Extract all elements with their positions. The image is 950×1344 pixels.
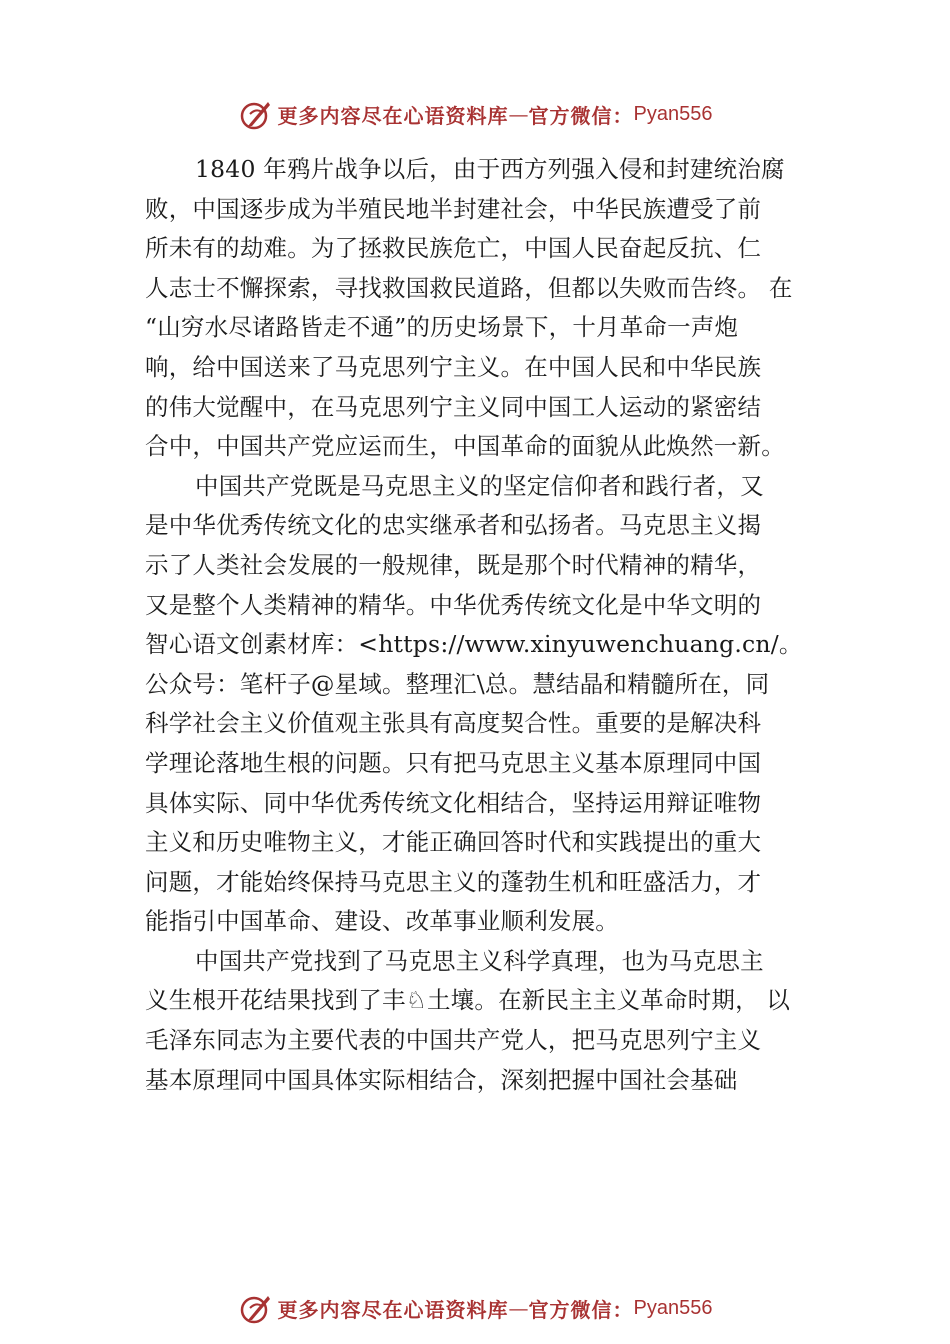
text-line: “山穷水尽诸路皆走不通”的历史场景下，十月革命一声炮	[145, 313, 739, 342]
text-line: 所未有的劫难。为了拯救民族危亡，中国人民奋起反抗、仁	[145, 234, 762, 263]
header-brand-text: 更多内容尽在心语资料库	[277, 103, 509, 128]
footer-banner	[0, 1288, 950, 1328]
footer-separator: —	[508, 1296, 529, 1320]
header-wechat-id: Pyan556	[633, 102, 713, 125]
text-line: 人志士不懈探索，寻找救国救民道路，但都以失败而告终。 在	[145, 273, 793, 302]
text-line: 义生根开花结果找到了丰♘土壤。在新民主主义革命时期， 以	[145, 986, 791, 1015]
quill-logo-icon	[238, 96, 274, 132]
text-line: 问题，才能始终保持马克思主义的蓬勃生机和旺盛活力，才	[145, 867, 762, 896]
text-line: 科学社会主义价值观主张具有高度契合性。重要的是解决科	[145, 709, 762, 738]
text-line: 毛泽东同志为主要代表的中国共产党人，把马克思列宁主义	[145, 1026, 762, 1055]
text-line: 公众号：笔杆子@星域。整理汇\总。慧结晶和精髓所在，同	[145, 669, 770, 698]
text-line: 败，中国逐步成为半殖民地半封建社会，中华民族遭受了前	[145, 194, 762, 223]
text-line: 的伟大觉醒中，在马克思列宁主义同中国工人运动的紧密结	[145, 392, 762, 421]
header-banner	[0, 94, 950, 134]
footer-wechat-id: Pyan556	[633, 1296, 713, 1319]
footer-brand-text: 更多内容尽在心语资料库	[277, 1297, 509, 1322]
footer-wechat-label: 官方微信：	[528, 1297, 634, 1322]
text-line: 智心语文创素材库：<https://www.xinyuwenchuang.cn/。	[145, 630, 803, 659]
text-line: 基本原理同中国具体实际相结合，深刻把握中国社会基础	[145, 1065, 738, 1094]
text-line: 响，给中国送来了马克思列宁主义。在中国人民和中华民族	[145, 352, 762, 381]
text-line: 具体实际、同中华优秀传统文化相结合，坚持运用辩证唯物	[145, 788, 762, 817]
text-line: 合中，中国共产党应运而生，中国革命的面貌从此焕然一新。	[145, 432, 785, 461]
text-line: 中国共产党既是马克思主义的坚定信仰者和践行者，又	[195, 471, 764, 500]
text-line: 又是整个人类精神的精华。中华优秀传统文化是中华文明的	[145, 590, 762, 619]
header-wechat-label: 官方微信：	[528, 103, 634, 128]
text-line: 学理论落地生根的问题。只有把马克思主义基本原理同中国	[145, 748, 762, 777]
document-body	[145, 150, 835, 1100]
text-line: 能指引中国革命、建设、改革事业顺利发展。	[145, 907, 619, 936]
text-line: 1840 年鸦片战争以后，由于西方列强入侵和封建统治腐	[195, 155, 785, 183]
header-separator: —	[508, 102, 529, 126]
text-line: 是中华优秀传统文化的忠实继承者和弘扬者。马克思主义揭	[145, 511, 762, 540]
text-line: 示了人类社会发展的一般规律，既是那个时代精神的精华，	[145, 550, 762, 579]
text-line: 中国共产党找到了马克思主义科学真理，也为马克思主	[195, 946, 764, 975]
text-line: 主义和历史唯物主义，才能正确回答时代和实践提出的重大	[145, 828, 762, 857]
quill-logo-icon	[238, 1290, 274, 1326]
